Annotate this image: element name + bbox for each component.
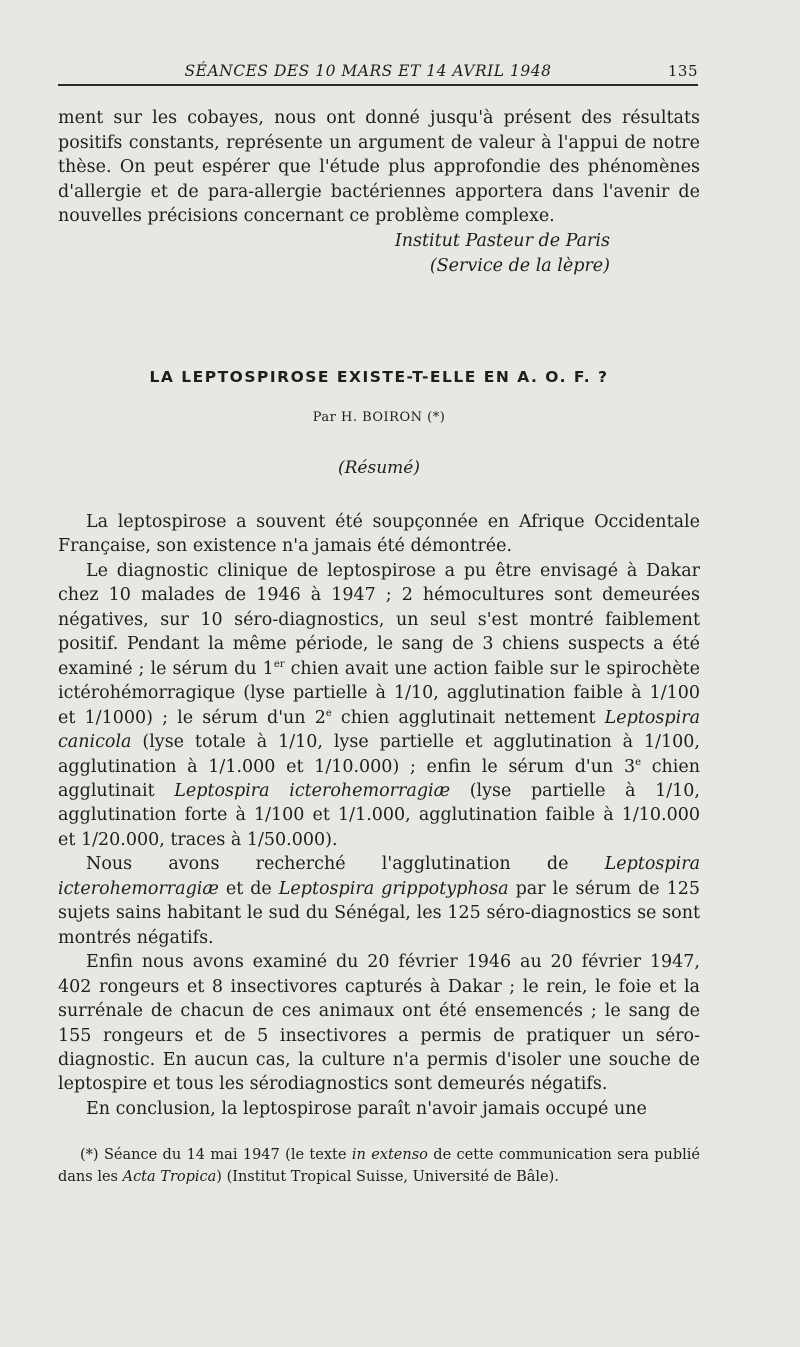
page-number: 135 bbox=[667, 62, 698, 80]
text-run: chien agglutinait nettement bbox=[331, 707, 605, 728]
text-run: Le diagnostic clinique de leptospirose a pu être envisagé à Dakar chez 10 malades de 1946 à 1947 ; 2 hémocultures sont demeurées négatives, sur 10 séro-diagnostics, un seul s'est montré faiblement positif. Pendant la même période, le sang de 3 chiens suspects a été examiné ; le sérum du 1 bbox=[58, 560, 700, 679]
text-run: (lyse partielle à 1/10, agglutination forte à 1/100 et 1/1.000, agglutination faible à 1/10.000 et 1/20.000, traces à 1/50.000). bbox=[58, 780, 700, 850]
species-name: Leptospira canicola bbox=[58, 707, 700, 753]
footnote-text bbox=[58, 1144, 700, 1188]
paragraph-2 bbox=[58, 559, 700, 852]
continuation-block bbox=[58, 106, 700, 278]
paragraph-3 bbox=[58, 852, 700, 950]
text-run: chien agglutinait bbox=[58, 756, 701, 801]
text-run: et de bbox=[218, 878, 279, 899]
species-name: Leptospira icterohemorragiæ bbox=[58, 854, 700, 899]
text-run: de cette communication sera publié dans les bbox=[58, 1147, 701, 1185]
text-run: ) (Institut Tropical Suisse, Université de Bâle). bbox=[216, 1169, 559, 1185]
running-title: SÉANCES DES 10 MARS ET 14 AVRIL 1948 bbox=[184, 62, 552, 80]
institution-line-2: (Service de la lèpre) bbox=[429, 255, 610, 276]
resume-label: (Résumé) bbox=[338, 458, 420, 478]
text-run: par le sérum de 125 sujets sains habitant le sud du Sénégal, les 125 séro-diagnostics se sont montrés négatifs. bbox=[58, 878, 701, 948]
italic-text: in extenso bbox=[351, 1147, 428, 1163]
species-name: Leptospira icterohemorragiæ bbox=[174, 780, 451, 801]
species-name: Leptospira grippotyphosa bbox=[278, 878, 509, 899]
superscript: e bbox=[325, 707, 332, 719]
paragraph-4: Enfin nous avons examiné du 20 février 1946 au 20 février 1947, 402 rongeurs et 8 insectivores capturés à Dakar ; le rein, le foie et la surrénale de chacun de ces animaux ont été ensemencés ; le sang de 155 rongeurs et de 5 insectivores a permis de pratiquer un séro-diagnostic. En aucun cas, la culture n'a permis d'isoler une souche de leptospire et tous les sérodiagnostics sont demeurés négatifs. bbox=[58, 952, 700, 1095]
continuation-paragraph: ment sur les cobayes, nous ont donné jusqu'à présent des résultats positifs constants, représente un argument de valeur à l'appui de notre thèse. On peut espérer que l'étude plus approfondie des phénomènes d'allergie et de para-allergie bactériennes apportera dans l'avenir de nouvelles précisions concernant ce problème complexe. bbox=[58, 108, 700, 227]
superscript: e bbox=[635, 756, 642, 768]
article-title: LA LEPTOSPIROSE EXISTE-T-ELLE EN A. O. F. ? bbox=[149, 368, 609, 386]
text-run: Nous avons recherché l'agglutination de bbox=[86, 854, 605, 875]
journal-name: Acta Tropica bbox=[122, 1169, 217, 1185]
text-run: chien avait une action faible sur le spirochète ictérohémorragique (lyse partielle à 1/10, agglutination faible à 1/100 et 1/1000) ; le sérum d'un 2 bbox=[58, 658, 700, 728]
running-header bbox=[58, 62, 698, 86]
paragraph-5: En conclusion, la leptospirose paraît n'avoir jamais occupé une bbox=[86, 1098, 647, 1119]
article-body bbox=[58, 510, 700, 1121]
superscript: er bbox=[273, 658, 285, 670]
paragraph-1: La leptospirose a souvent été soupçonnée en Afrique Occidentale Française, son existence n'a jamais été démontrée. bbox=[58, 512, 700, 557]
text-run: (lyse totale à 1/10, lyse partielle et agglutination à 1/100, agglutination à 1/1.000 et 1/10.000) ; enfin le sérum d'un 3 bbox=[58, 732, 700, 777]
article-author: Par H. BOIRON (*) bbox=[312, 410, 446, 425]
footnote bbox=[58, 1144, 700, 1188]
institution-line-1: Institut Pasteur de Paris bbox=[394, 230, 610, 251]
text-run: (*) Séance du 14 mai 1947 (le texte bbox=[80, 1147, 352, 1163]
